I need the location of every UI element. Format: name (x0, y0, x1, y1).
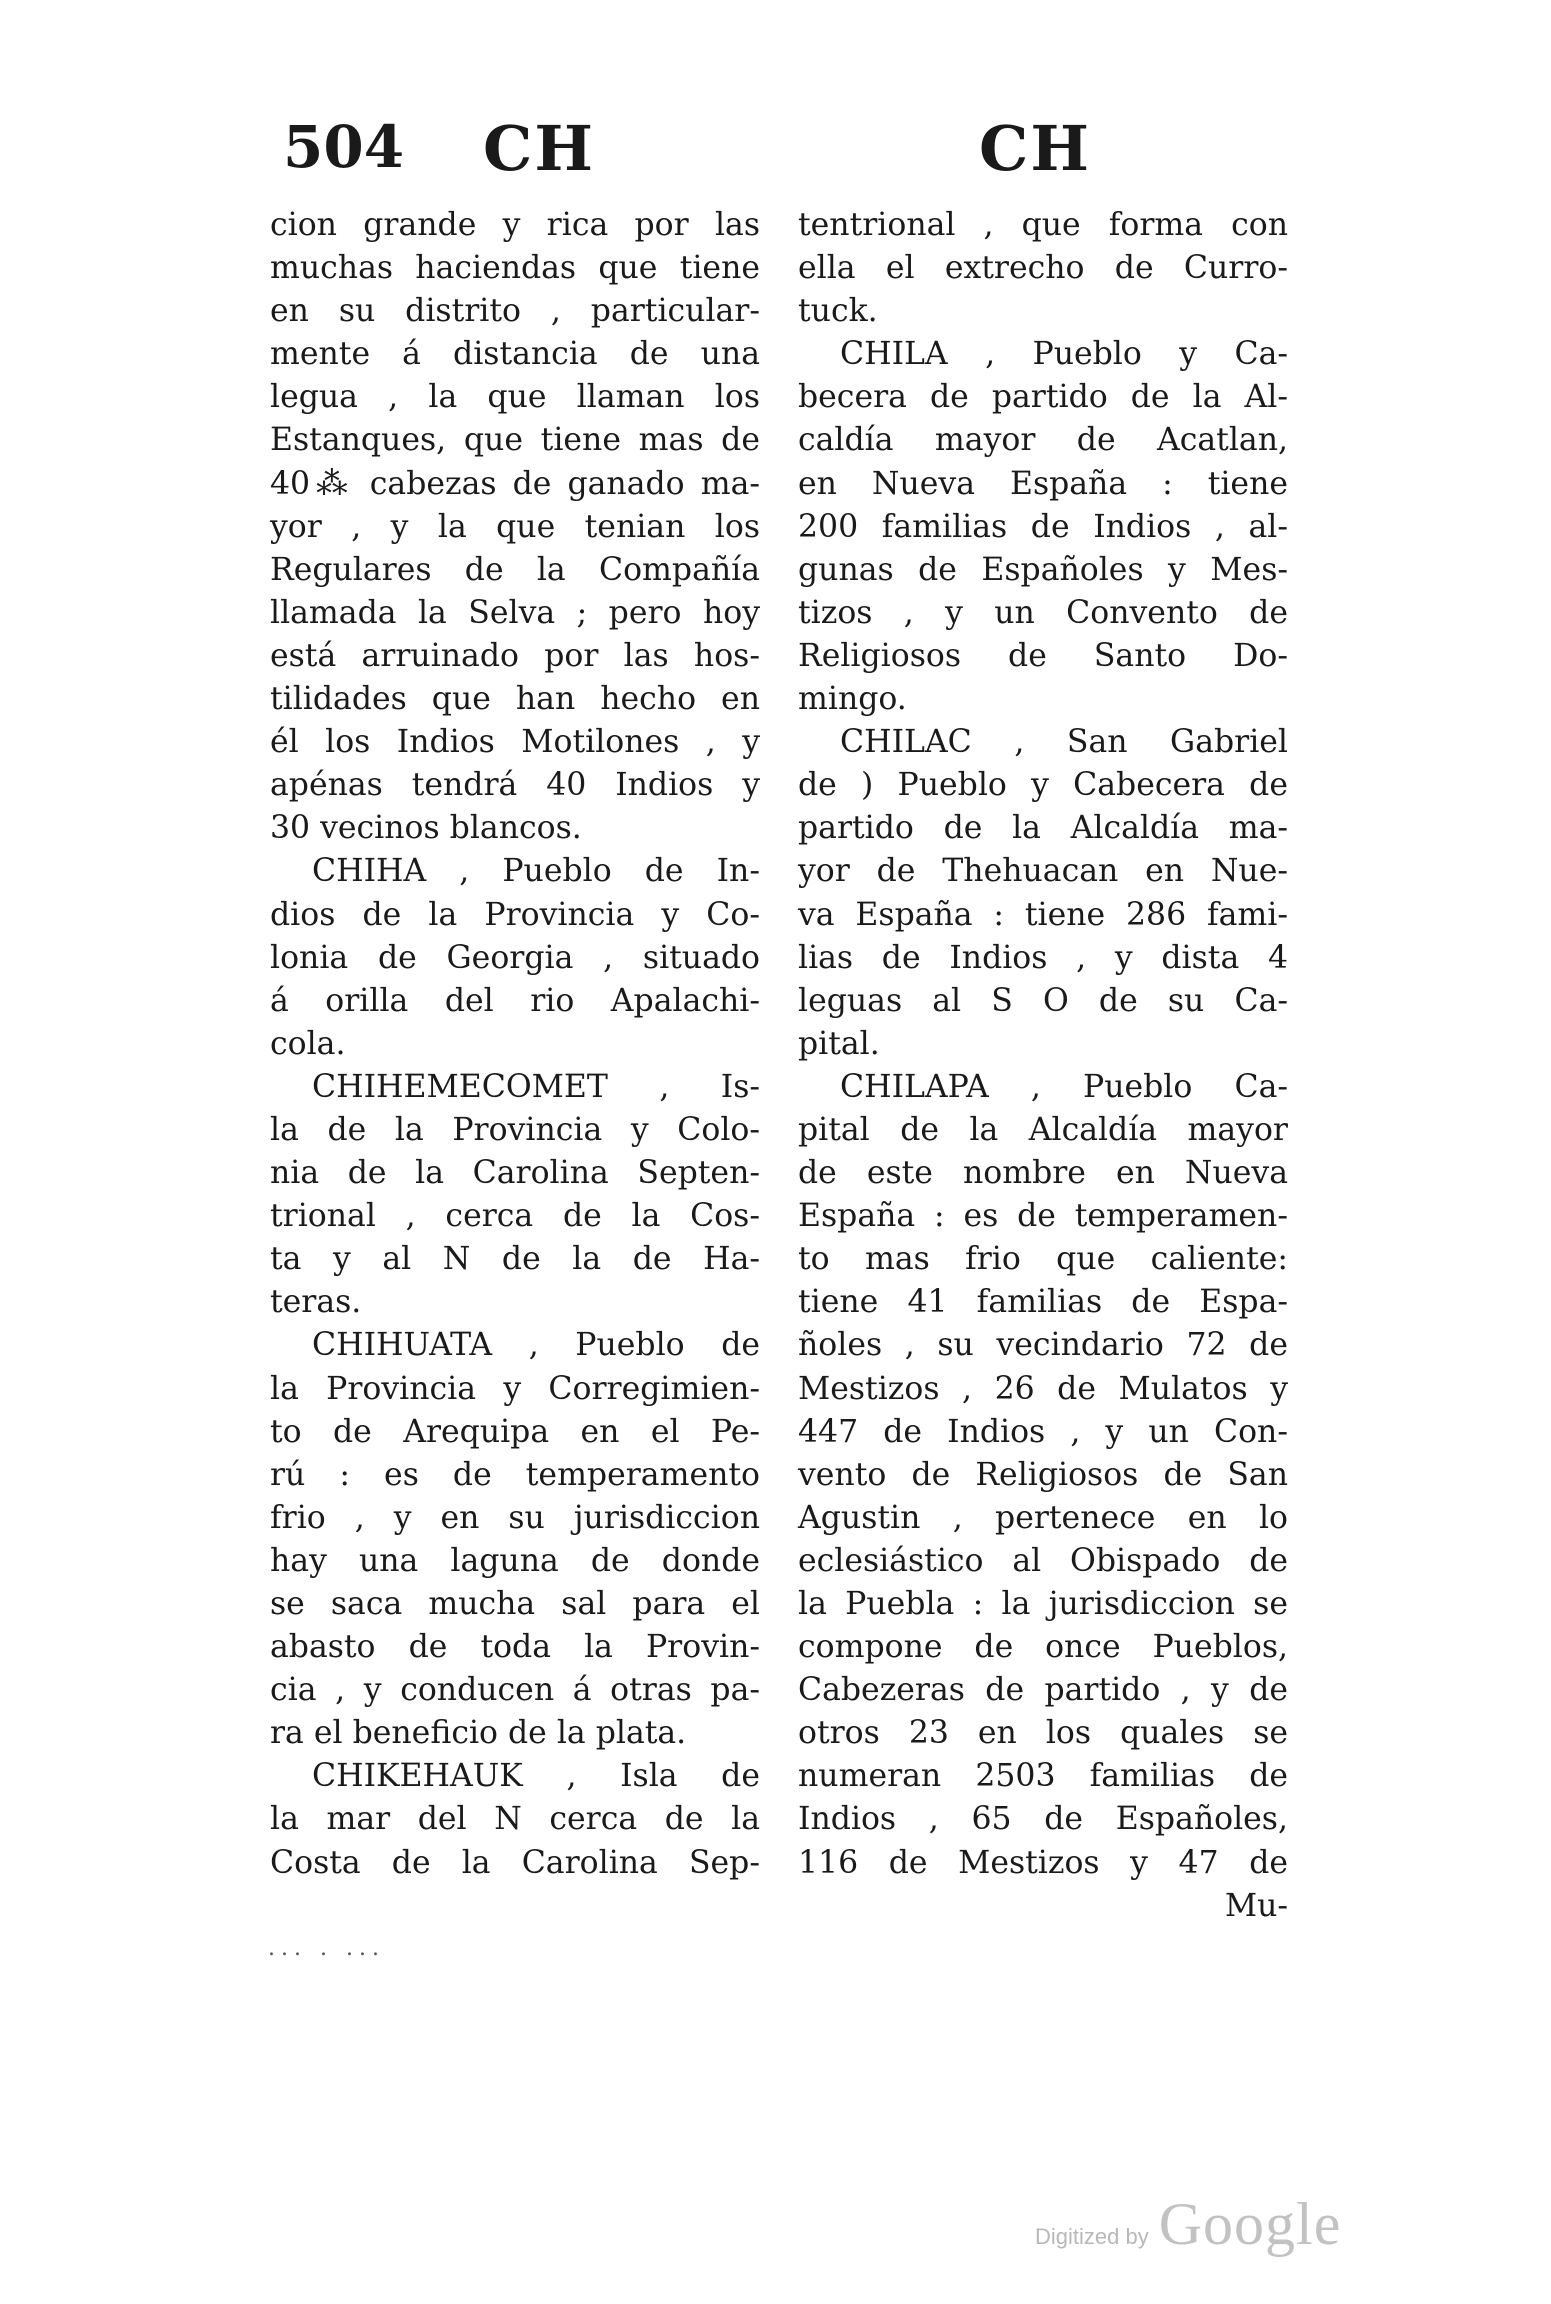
text-line: ta y al N de la de Ha- (270, 1241, 760, 1278)
text-line: ñoles , su vecindario 72 de (798, 1327, 1288, 1364)
text-line: leguas al S O de su Ca- (798, 982, 1288, 1019)
text-line: yor , y la que tenian los (270, 508, 760, 545)
text-line: teras. (270, 1284, 362, 1321)
text-line: numeran 2503 familias de (798, 1758, 1288, 1795)
text-line: pital. (798, 1025, 880, 1062)
text-line: la de la Provincia y Colo- (270, 1111, 760, 1148)
text-line: 30 vecinos blancos. (270, 810, 582, 847)
text-line: de ) Pueblo y Cabecera de (798, 767, 1288, 804)
running-head-left: CH (483, 112, 595, 185)
text-line: 200 familias de Indios , al- (798, 508, 1288, 545)
text-line: caldía mayor de Acatlan, (798, 422, 1288, 459)
text-line: otros 23 en los quales se (798, 1715, 1288, 1752)
text-line: Agustin , pertenece en lo (798, 1499, 1288, 1536)
text-line: Mestizos , 26 de Mulatos y (798, 1370, 1288, 1407)
text-line: CHIHEMECOMET , Is- (312, 1068, 760, 1105)
text-line: hay una laguna de donde (270, 1542, 760, 1579)
text-line: cia , y conducen á otras pa- (270, 1672, 760, 1709)
text-line: 40⁂ cabezas de ganado ma- (270, 465, 760, 502)
text-line: se saca mucha sal para el (270, 1586, 760, 1622)
left-text-column (270, 204, 760, 1885)
running-head-right: CH (979, 112, 1091, 185)
text-line: vento de Religiosos de San (798, 1456, 1288, 1493)
text-line: lias de Indios , y dista 4 (798, 939, 1288, 976)
text-line: España : es de temperamen- (798, 1198, 1288, 1235)
signature-mark: ... . ... (268, 1936, 385, 1961)
page-number: 504 (283, 113, 405, 181)
text-line: cola. (270, 1025, 346, 1062)
text-line: la Provincia y Corregimien- (270, 1370, 760, 1407)
text-line: CHILAC , San Gabriel (840, 724, 1288, 761)
text-line: tilidades que han hecho en (270, 681, 760, 718)
text-line: mingo. (798, 681, 907, 718)
text-line: tentrional , que forma con (798, 207, 1288, 243)
text-line: ella el extrecho de Curro- (798, 250, 1288, 287)
text-line: yor de Thehuacan en Nue- (798, 853, 1288, 890)
text-line: 447 de Indios , y un Con- (798, 1413, 1288, 1450)
text-line: tiene 41 familias de Espa- (798, 1284, 1288, 1321)
text-line: CHIHA , Pueblo de In- (312, 853, 760, 890)
text-line: becera de partido de la Al- (798, 379, 1288, 416)
text-line: lonia de Georgia , situado (270, 939, 760, 976)
text-line: Cabezeras de partido , y de (798, 1672, 1288, 1709)
text-line: cion grande y rica por las (270, 207, 760, 243)
text-line: en Nueva España : tiene (798, 465, 1288, 502)
text-line: abasto de toda la Provin- (270, 1629, 760, 1666)
text-line: Costa de la Carolina Sep- (270, 1844, 760, 1881)
text-line: él los Indios Motilones , y (270, 724, 760, 761)
text-line: to mas frio que caliente: (798, 1241, 1288, 1278)
text-line: ra el beneficio de la plata. (270, 1715, 687, 1752)
google-logo: Google (1158, 2191, 1342, 2257)
text-line: Mu- (1224, 1887, 1288, 1924)
text-line: va España : tiene 286 fami- (798, 896, 1288, 933)
text-line: tizos , y un Convento de (798, 594, 1288, 631)
text-line: la Puebla : la jurisdiccion se (798, 1586, 1288, 1622)
text-line: tuck. (798, 293, 878, 330)
text-line: la mar del N cerca de la (270, 1801, 760, 1838)
text-line: Regulares de la Compañía (270, 551, 760, 588)
text-line: apénas tendrá 40 Indios y (270, 767, 760, 804)
text-line: CHIKEHAUK , Isla de (312, 1758, 760, 1795)
text-line: partido de la Alcaldía ma- (798, 810, 1288, 847)
text-line: eclesiástico al Obispado de (798, 1542, 1288, 1579)
text-line: á orilla del rio Apalachi- (270, 982, 760, 1019)
text-line: en su distrito , particular- (270, 293, 760, 330)
text-line: pital de la Alcaldía mayor (798, 1111, 1288, 1148)
text-line: frio , y en su jurisdiccion (270, 1499, 760, 1536)
text-line: rú : es de temperamento (270, 1456, 760, 1493)
text-line: to de Arequipa en el Pe- (270, 1413, 760, 1450)
text-line: CHIHUATA , Pueblo de (312, 1327, 760, 1364)
text-line: trional , cerca de la Cos- (270, 1198, 760, 1235)
text-line: llamada la Selva ; pero hoy (270, 594, 760, 631)
text-line: dios de la Provincia y Co- (270, 896, 760, 933)
text-line: nia de la Carolina Septen- (270, 1155, 760, 1192)
text-line: CHILAPA , Pueblo Ca- (840, 1068, 1288, 1105)
text-line: está arruinado por las hos- (270, 637, 760, 674)
text-line: de este nombre en Nueva (798, 1155, 1288, 1192)
text-line: Religiosos de Santo Do- (798, 637, 1288, 674)
digitized-label: Digitized by (1035, 2224, 1149, 2249)
text-line: compone de once Pueblos, (798, 1629, 1288, 1666)
right-text-column (798, 204, 1288, 1928)
text-line: muchas haciendas que tiene (270, 250, 760, 287)
text-line: Indios , 65 de Españoles, (798, 1801, 1288, 1838)
text-line: mente á distancia de una (270, 336, 760, 373)
text-line: Estanques, que tiene mas de (270, 422, 760, 459)
text-line: gunas de Españoles y Mes- (798, 551, 1288, 588)
text-line: legua , la que llaman los (270, 379, 760, 416)
text-line: 116 de Mestizos y 47 de (798, 1844, 1288, 1881)
text-line: CHILA , Pueblo y Ca- (840, 336, 1288, 373)
digitized-by-watermark (1035, 2190, 1341, 2259)
